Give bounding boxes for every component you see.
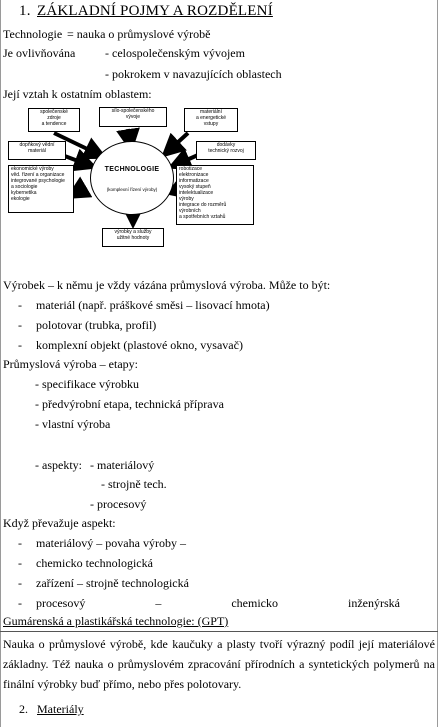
diagram-box-technical: robotizace elektronizace informatizace vysoký stupeň intelektualizace výroby integrace do rozměrů výrobních a spotřebních vztahů bbox=[176, 165, 254, 225]
page-border-right bbox=[437, 0, 438, 727]
diagram-box-output: výrobky a služby užitné hodnoty bbox=[102, 228, 164, 247]
divider bbox=[0, 631, 438, 632]
product-item: komplexní objekt (plastové okno, vysavač) bbox=[36, 338, 243, 352]
product-intro: Výrobek – k němu je vždy vázána průmyslová výroba. Může to být: bbox=[3, 278, 331, 292]
diagram-box-material: materiální a energetické vstupy bbox=[184, 108, 238, 132]
stage-item: - vlastní výroba bbox=[35, 417, 111, 431]
aspect-item: - materiálový bbox=[90, 458, 155, 472]
stage-item: - předvýrobní etapa, technická příprava bbox=[35, 397, 224, 411]
diagram-core-subtitle: (komplexní řízení výroby) bbox=[106, 187, 158, 192]
product-item: polotovar (trubka, profil) bbox=[36, 318, 157, 332]
diagram-box-sociopolitical: sílo-společenského vývoje bbox=[99, 107, 167, 127]
stage-item: - specifikace výrobku bbox=[35, 377, 139, 391]
diagram-box-scientific: dopňkový vědní materiál bbox=[8, 141, 66, 160]
diagram-box-production: dodávky technický rozvoj bbox=[196, 141, 256, 160]
gpt-paragraph-line: finální výrobky buď přímo, nebo přes polotovary. bbox=[3, 677, 242, 691]
dominance-item: materiálový – povaha výroby – bbox=[36, 536, 186, 550]
technology-diagram bbox=[6, 105, 261, 249]
list-bullet: - bbox=[18, 298, 22, 312]
dominance-title: Když převažuje aspekt: bbox=[3, 516, 116, 530]
diagram-core-title: TECHNOLOGIE bbox=[104, 166, 160, 173]
list-bullet: - bbox=[18, 338, 22, 352]
page-title: ZÁKLADNÍ POJMY A ROZDĚLENÍ bbox=[37, 3, 273, 19]
dominance-item-justified: procesový – chemicko inženýrská bbox=[36, 596, 400, 610]
section-title: Materiály bbox=[37, 702, 84, 716]
definition-term: Technologie bbox=[3, 27, 63, 41]
heading-number: 1. bbox=[19, 3, 31, 19]
list-bullet: - bbox=[18, 596, 22, 610]
aspect-item: - strojně tech. bbox=[101, 477, 167, 491]
gpt-title: Gumárenská a plastikářská technologie: (GPT) bbox=[3, 614, 229, 628]
section-number: 2. bbox=[19, 702, 28, 716]
influence-item: - celospolečenským vývojem bbox=[105, 46, 245, 60]
influence-item: - pokrokem v navazujících oblastech bbox=[105, 67, 282, 81]
relation-label: Její vztah k ostatním oblastem: bbox=[3, 87, 152, 101]
dominance-item: chemicko technologická bbox=[36, 556, 153, 570]
gpt-paragraph-line: základny. Též nauka o průmyslovém zpracování přírodních a syntetických polymerů na bbox=[3, 657, 435, 671]
diagram-core bbox=[90, 141, 174, 215]
definition-text: = nauka o průmyslové výrobě bbox=[67, 27, 211, 41]
page-border-left bbox=[0, 0, 1, 727]
dominance-item: zařízení – strojně technologická bbox=[36, 576, 189, 590]
list-bullet: - bbox=[18, 576, 22, 590]
aspect-item: - procesový bbox=[90, 497, 147, 511]
aspects-label: - aspekty: bbox=[35, 458, 82, 472]
gpt-paragraph-line: Nauka o průmyslové výrobě, kde kaučuky a plasty tvoří výrazný podíl její materiálové bbox=[3, 637, 435, 651]
diagram-box-social: společenské zdroje a tendence bbox=[28, 108, 80, 132]
influence-label: Je ovlivňována bbox=[3, 46, 76, 60]
list-bullet: - bbox=[18, 536, 22, 550]
list-bullet: - bbox=[18, 318, 22, 332]
stages-title: Průmyslová výroba – etapy: bbox=[3, 357, 138, 371]
list-bullet: - bbox=[18, 556, 22, 570]
product-item: materiál (např. práškové směsi – lisovací hmota) bbox=[36, 298, 270, 312]
diagram-box-economic: ekonomické výroby věd. řízení a organizace integrované psychologie a sociologie kybernetika ekologie bbox=[8, 165, 74, 213]
